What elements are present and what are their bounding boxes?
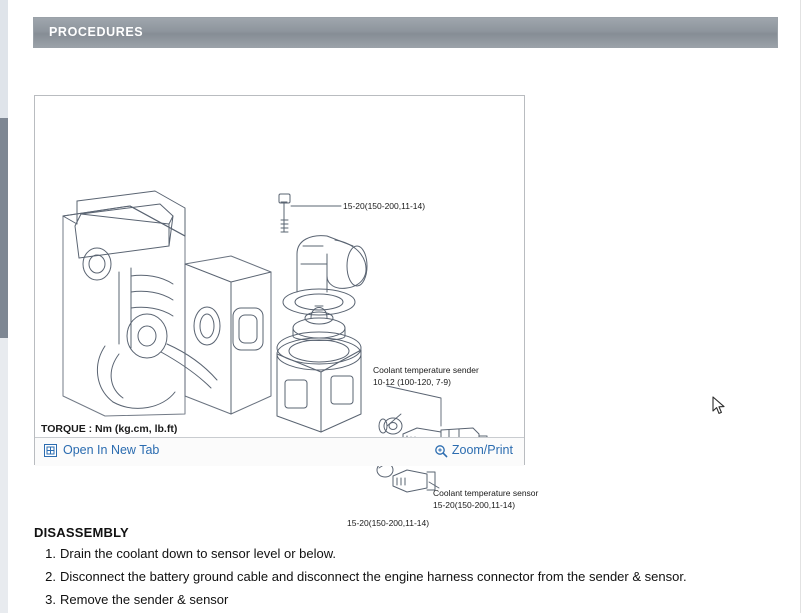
left-strip-segment-top xyxy=(0,0,8,118)
step-number: 2. xyxy=(45,568,56,584)
left-edge-strip xyxy=(0,0,8,613)
list-item xyxy=(34,545,774,564)
disassembly-section xyxy=(34,525,774,614)
magnifier-icon xyxy=(434,444,447,457)
open-in-new-tab-button[interactable] xyxy=(44,443,159,457)
step-text: Remove the sender & sensor xyxy=(60,591,229,607)
step-number: 1. xyxy=(45,546,56,561)
svg-text:Coolant temperature sender: Coolant temperature sender xyxy=(373,365,479,375)
step-number: 3. xyxy=(45,591,56,607)
right-edge-strip xyxy=(800,0,809,613)
left-strip-segment-bottom xyxy=(0,338,8,613)
step-text: Disconnect the battery ground cable and disconnect the engine harness connector from the sender & sensor. xyxy=(60,568,687,584)
figure-footer-bar xyxy=(35,437,524,466)
torque-note: TORQUE : Nm (kg.cm, lb.ft) xyxy=(41,423,178,435)
figure-container xyxy=(34,95,539,528)
svg-text:15-20(150-200,11-14): 15-20(150-200,11-14) xyxy=(433,500,516,510)
disassembly-step-list xyxy=(34,545,774,610)
mouse-cursor-icon xyxy=(712,396,726,416)
zoom-print-button[interactable] xyxy=(434,443,513,457)
list-item xyxy=(34,591,774,610)
open-in-new-tab-icon xyxy=(44,444,57,457)
procedures-header-bar xyxy=(33,17,778,48)
svg-text:15-20(150-200,11-14): 15-20(150-200,11-14) xyxy=(343,201,426,211)
open-in-new-tab-label: Open In New Tab xyxy=(63,443,160,457)
svg-text:15-20(150-200,11-14): 15-20(150-200,11-14) xyxy=(347,518,430,528)
svg-text:Coolant temperature sensor: Coolant temperature sensor xyxy=(433,488,539,498)
page-title: PROCEDURES xyxy=(49,25,144,39)
step-text: Drain the coolant down to sensor level or below. xyxy=(60,546,337,561)
svg-text:10-12 (100-120, 7-9): 10-12 (100-120, 7-9) xyxy=(373,377,451,387)
list-item xyxy=(34,568,774,587)
disassembly-heading: DISASSEMBLY xyxy=(34,525,129,540)
left-strip-segment-middle xyxy=(0,118,8,338)
zoom-print-label: Zoom/Print xyxy=(451,443,513,457)
